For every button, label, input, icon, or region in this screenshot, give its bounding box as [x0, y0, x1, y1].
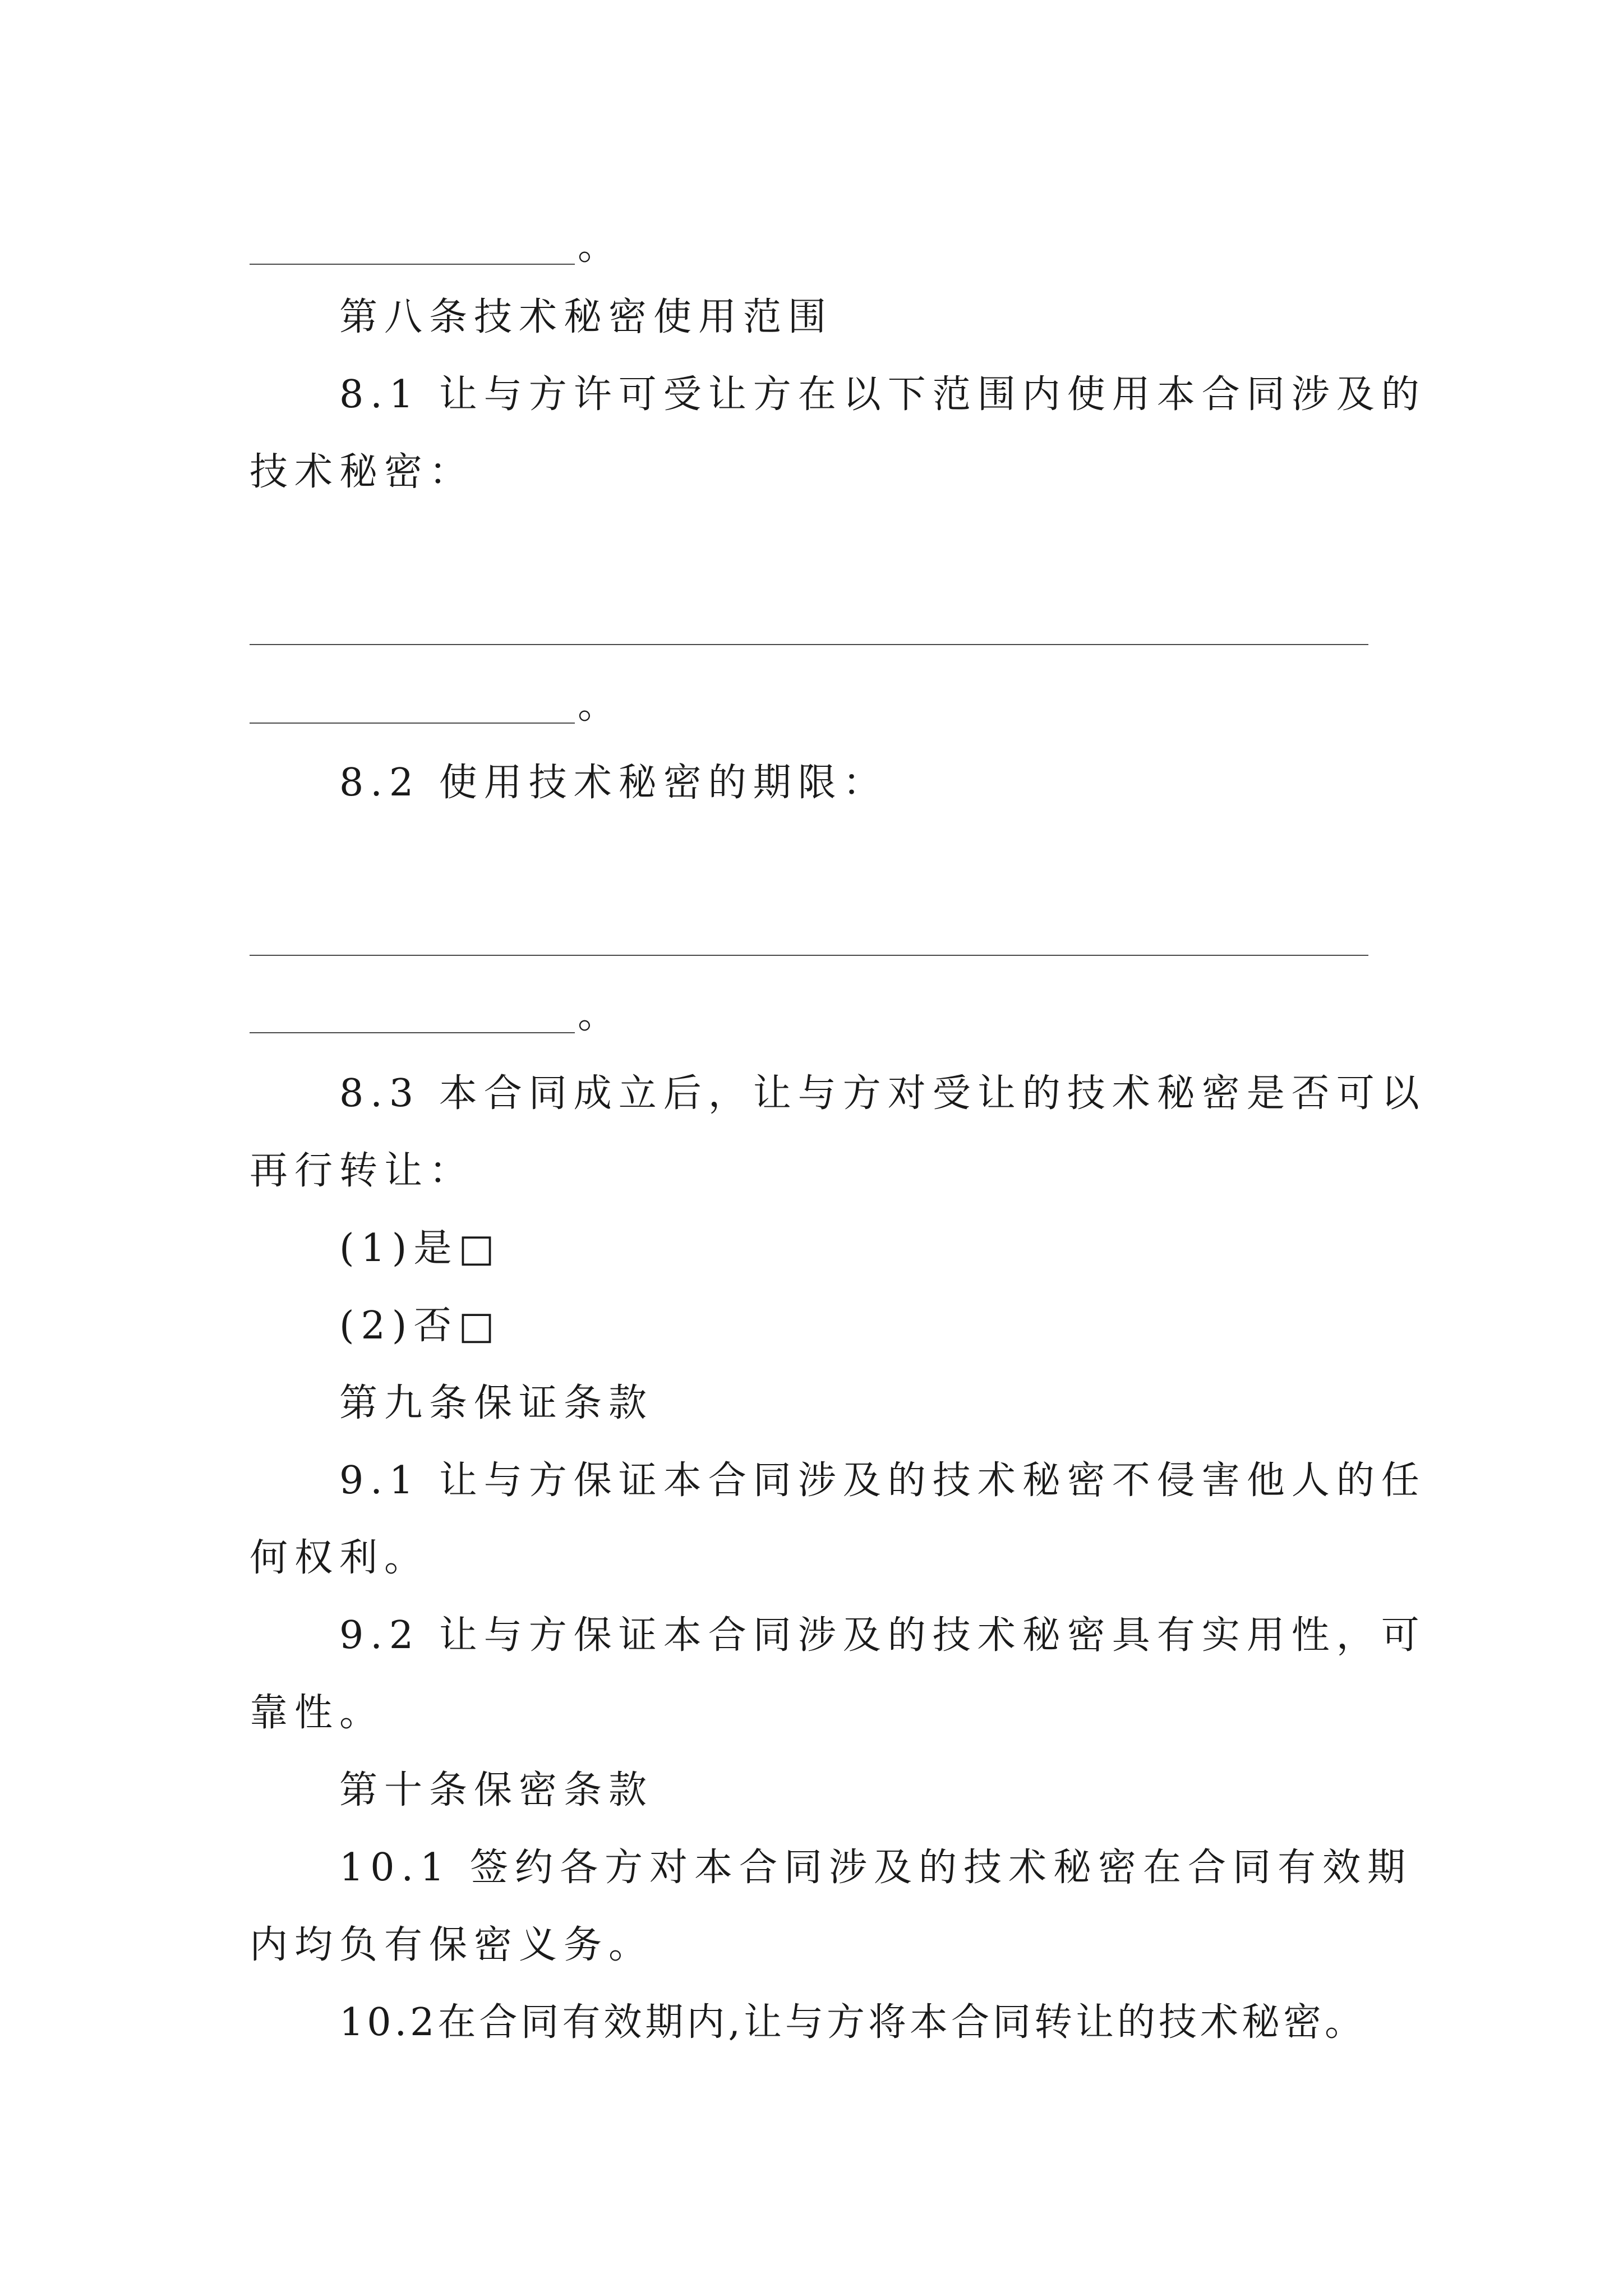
clause-10-1-line2: 内均负有保密义务。 — [250, 1923, 654, 1967]
clause-9-1-line1: 9.1 让与方保证本合同涉及的技术秘密不侵害他人的任 — [339, 1458, 1426, 1503]
clause-8-1-line2: 技术秘密： — [250, 450, 474, 494]
article-8-title: 第八条技术秘密使用范围 — [339, 295, 833, 339]
clause-9-2-line1: 9.2 让与方保证本合同涉及的技术秘密具有实用性，可 — [339, 1613, 1426, 1658]
clause-10-1-line1: 10.1 签约各方对本合同涉及的技术秘密在合同有效期 — [339, 1846, 1413, 1890]
fill-blank-line — [250, 644, 1368, 645]
option-no: (2)否□ — [339, 1304, 501, 1348]
clause-10-2: 10.2在合同有效期内,让与方将本合同转让的技术秘密。 — [339, 2000, 1367, 2045]
period-mark: 。 — [578, 224, 616, 269]
fill-blank-line — [250, 264, 575, 265]
fill-blank-line — [250, 955, 1368, 956]
clause-8-1-line1: 8.1 让与方许可受让方在以下范围内使用本合同涉及的 — [339, 372, 1426, 417]
option-yes: (1)是□ — [339, 1226, 501, 1271]
article-10-title: 第十条保密条款 — [339, 1768, 654, 1812]
period-mark: 。 — [578, 993, 616, 1037]
fill-blank-line — [250, 723, 575, 724]
clause-8-3-line1: 8.3 本合同成立后，让与方对受让的技术秘密是否可以 — [339, 1071, 1426, 1116]
fill-blank-line — [250, 1032, 575, 1033]
article-9-title: 第九条保证条款 — [339, 1381, 654, 1425]
clause-8-3-line2: 再行转让： — [250, 1149, 474, 1193]
clause-8-2: 8.2 使用技术秘密的期限： — [339, 761, 888, 805]
clause-9-2-line2: 靠性。 — [250, 1691, 385, 1735]
clause-9-1-line2: 何权利。 — [250, 1536, 430, 1580]
period-mark: 。 — [578, 683, 616, 728]
